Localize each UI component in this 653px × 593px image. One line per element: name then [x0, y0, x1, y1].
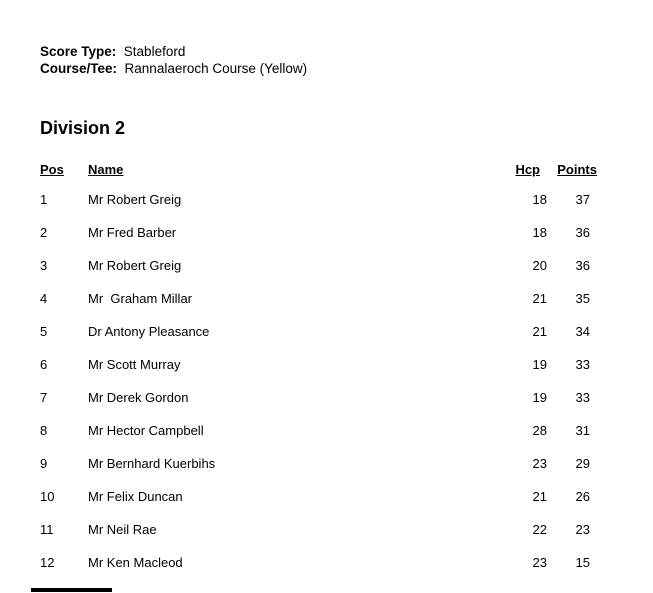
- points-cell: 26: [575, 489, 590, 504]
- points-cell: 36: [575, 258, 590, 273]
- name-cell: Mr Scott Murray: [88, 357, 181, 372]
- report-meta: [40, 43, 307, 77]
- course-tee-label: Course/Tee:: [40, 61, 118, 76]
- name-cell: Mr Robert Greig: [88, 258, 182, 273]
- hcp-cell: 21: [532, 489, 547, 504]
- column-header-points: Points: [557, 162, 597, 177]
- pos-cell: 7: [40, 390, 48, 405]
- hcp-cell: 22: [532, 522, 547, 537]
- course-tee-line: [40, 60, 307, 77]
- pos-cell: 4: [40, 291, 48, 306]
- hcp-cell: 18: [532, 192, 547, 207]
- pos-cell: 9: [40, 456, 48, 471]
- table-row: [40, 390, 597, 423]
- table-row: [40, 192, 597, 225]
- hcp-cell: 19: [532, 390, 547, 405]
- name-cell: Mr Neil Rae: [88, 522, 157, 537]
- score-type-line: [40, 43, 307, 60]
- points-cell: 31: [575, 423, 590, 438]
- hcp-cell: 28: [532, 423, 547, 438]
- division-title: Division 2: [40, 118, 126, 138]
- clipped-next-section-fragment: [31, 588, 112, 592]
- name-cell: Mr Ken Macleod: [88, 555, 183, 570]
- pos-cell: 11: [40, 522, 54, 537]
- name-cell: Mr Fred Barber: [88, 225, 177, 240]
- hcp-cell: 19: [532, 357, 547, 372]
- hcp-cell: 23: [532, 456, 547, 471]
- spacer: [116, 44, 124, 59]
- spacer: [117, 61, 125, 76]
- name-cell: Mr Graham Millar: [88, 291, 193, 306]
- points-cell: 29: [575, 456, 590, 471]
- table-header-row: [40, 162, 597, 192]
- column-header-hcp: Hcp: [515, 162, 540, 177]
- table-row: [40, 291, 597, 324]
- course-tee-value: Rannalaeroch Course (Yellow): [124, 61, 308, 76]
- pos-cell: 8: [40, 423, 48, 438]
- name-cell: Mr Felix Duncan: [88, 489, 183, 504]
- table-row: [40, 555, 597, 588]
- points-cell: 33: [575, 357, 590, 372]
- hcp-cell: 20: [532, 258, 547, 273]
- score-type-label: Score Type:: [40, 44, 117, 59]
- hcp-cell: 21: [532, 291, 547, 306]
- name-cell: Dr Antony Pleasance: [88, 324, 210, 339]
- table-row: [40, 489, 597, 522]
- name-cell: Mr Derek Gordon: [88, 390, 189, 405]
- pos-cell: 5: [40, 324, 48, 339]
- pos-cell: 2: [40, 225, 48, 240]
- table-row: [40, 522, 597, 555]
- table-row: [40, 324, 597, 357]
- pos-cell: 12: [40, 555, 55, 570]
- hcp-cell: 18: [532, 225, 547, 240]
- points-cell: 34: [575, 324, 590, 339]
- table-row: [40, 456, 597, 489]
- table-row: [40, 423, 597, 456]
- name-cell: Mr Bernhard Kuerbihs: [88, 456, 216, 471]
- pos-cell: 1: [40, 192, 48, 207]
- points-cell: 33: [575, 390, 590, 405]
- table-row: [40, 357, 597, 390]
- points-cell: 23: [575, 522, 590, 537]
- results-table: [40, 162, 597, 588]
- name-cell: Mr Hector Campbell: [88, 423, 204, 438]
- points-cell: 35: [575, 291, 590, 306]
- table-row: [40, 258, 597, 291]
- points-cell: 37: [575, 192, 590, 207]
- hcp-cell: 23: [532, 555, 547, 570]
- points-cell: 15: [575, 555, 590, 570]
- name-cell: Mr Robert Greig: [88, 192, 182, 207]
- pos-cell: 6: [40, 357, 48, 372]
- hcp-cell: 21: [532, 324, 547, 339]
- points-cell: 36: [575, 225, 590, 240]
- table-row: [40, 225, 597, 258]
- column-header-pos: Pos: [40, 162, 64, 177]
- pos-cell: 3: [40, 258, 48, 273]
- pos-cell: 10: [40, 489, 55, 504]
- score-type-value: Stableford: [123, 44, 186, 59]
- column-header-name: Name: [88, 162, 124, 177]
